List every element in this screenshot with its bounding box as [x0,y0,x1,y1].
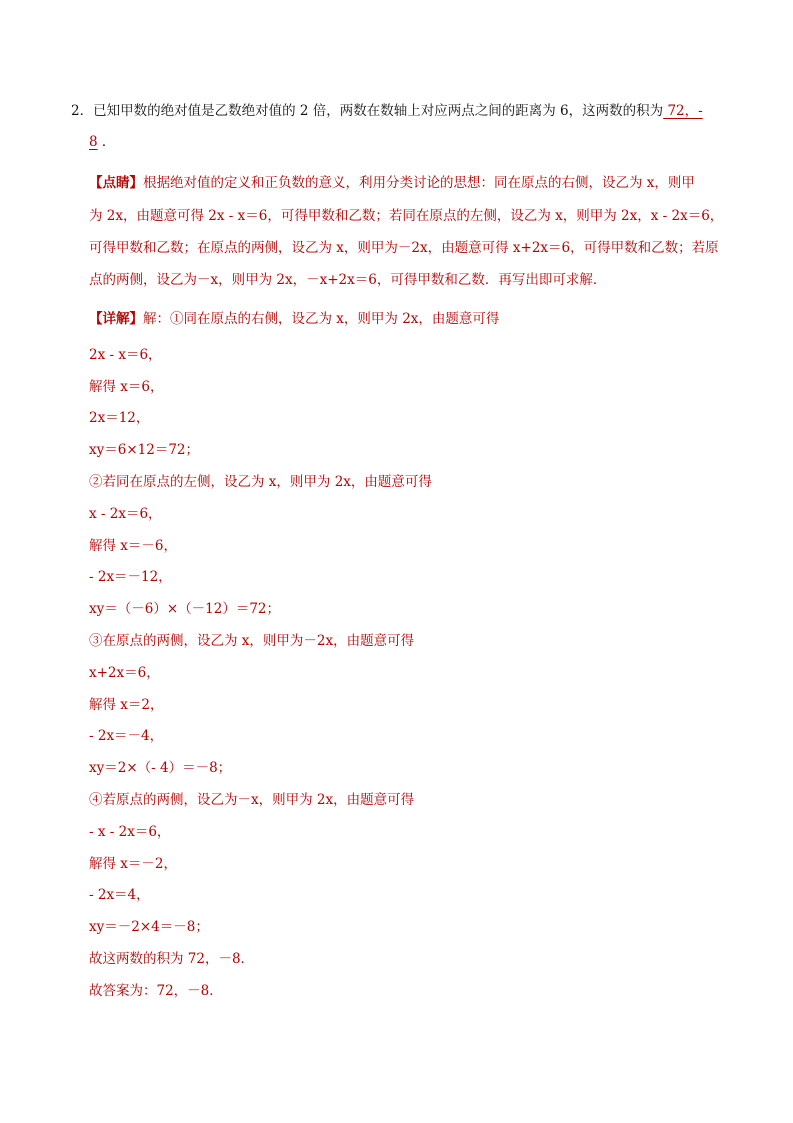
solution-line: ③在原点的两侧，设乙为 x，则甲为－2x，由题意可得 [89,633,415,649]
xiangjie-intro: 解：①同在原点的右侧，设乙为 x，则甲为 2x，由题意可得 [143,311,500,327]
solution-line: 解得 x＝6， [89,379,164,395]
solution-line: 解得 x＝2， [89,697,164,713]
solution-line: - 2x＝－4， [89,728,164,744]
dianjing-text: 根据绝对值的定义和正负数的意义，利用分类讨论的思想：同在原点的右侧，设乙为 x，则甲 [143,175,695,191]
solution-line: 解得 x＝－2， [89,856,177,872]
question-line-1 [71,101,703,121]
question-text: 已知甲数的绝对值是乙数绝对值的 2 倍，两数在数轴上对应两点之间的距离为 6，这两数的积为 [93,103,664,119]
question-line-2 [89,132,115,152]
solution-line: - 2x＝4， [89,887,150,903]
question-number: 2． [71,103,94,119]
solution-line: ④若原点的两侧，设乙为－x，则甲为 2x，由题意可得 [89,792,415,808]
solution-line: 故这两数的积为 72，－8． [89,951,255,967]
answer-blank-continued: 8 [89,134,98,150]
dianjing-line-4: 点的两侧，设乙为－x，则甲为 2x，－x+2x＝6，可得甲数和乙数．再写出即可求解． [89,272,607,288]
dianjing-line-1 [89,173,695,193]
solution-line: 2x＝12， [89,410,150,426]
solution-line: 故答案为：72，－8． [89,983,223,999]
solution-line: x+2x＝6， [89,665,160,681]
xiangjie-line-intro [89,309,499,329]
dianjing-line-2: 为 2x，由题意可得 2x - x＝6，可得甲数和乙数；若同在原点的左侧，设乙为 x，则甲为 2x，x - 2x＝6， [89,208,724,224]
solution-line: xy＝6×12＝72； [89,442,199,458]
solution-line: xy＝－2×4＝－8； [89,919,209,935]
solution-line: - x - 2x＝6， [89,824,171,840]
answer-tail: ． [97,134,116,150]
solution-line: xy＝2×（- 4）＝－8； [89,760,232,776]
solution-line: 解得 x＝－6， [89,538,177,554]
dianjing-line-3: 可得甲数和乙数；在原点的两侧，设乙为 x，则甲为－2x，由题意可得 x+2x＝6，可得甲数和乙数；若原 [89,240,719,256]
answer-blank: 72，- [663,103,703,119]
dianjing-label: 【点睛】 [89,175,143,191]
solution-line: 2x - x＝6， [89,347,162,363]
solution-line: ②若同在原点的左侧，设乙为 x，则甲为 2x，由题意可得 [89,474,432,490]
solution-line: xy＝（－6）×（－12）＝72； [89,601,280,617]
xiangjie-label: 【详解】 [89,311,143,327]
solution-line: x - 2x＝6， [89,506,162,522]
solution-line: - 2x＝－12， [89,569,172,585]
